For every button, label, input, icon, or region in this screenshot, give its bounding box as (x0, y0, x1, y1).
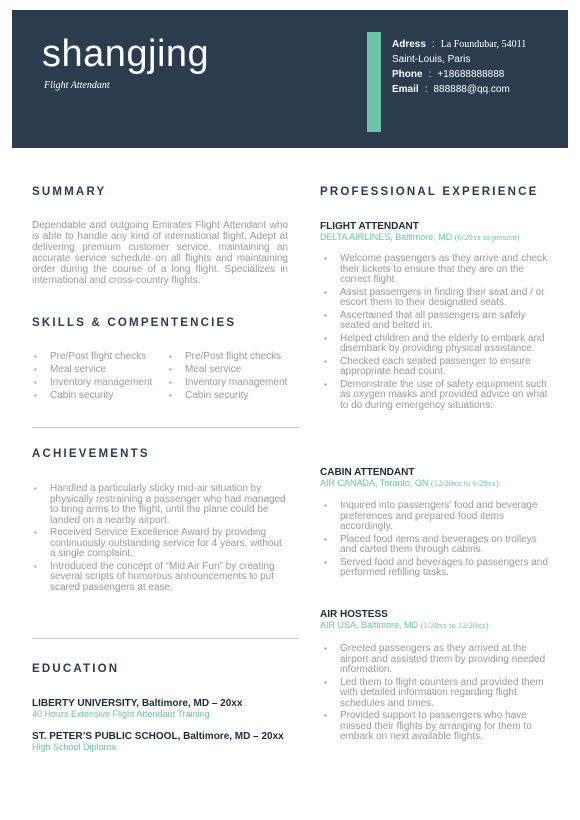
duty-item: ▪ Placed food items and beverages on trolleys and carted them through cabins. (322, 535, 548, 556)
skill-item: ▪ Meal service (32, 365, 167, 376)
phone-label: Phone (392, 69, 423, 80)
candidate-name: shangjing (42, 33, 210, 75)
duty-item: ▪ Led them to flight counters and provided them with detailed information regarding flight schedules and times. (322, 678, 548, 710)
job-dates: (6/20xx to present) (454, 232, 520, 242)
experience-heading: PROFESSIONAL EXPERIENCE (320, 186, 539, 198)
address-value-2: Saint-Louis, Paris (392, 54, 471, 65)
achievement-item: ▪ Introduced the concept of “Mid Air Fun” by creating several scripts of humorous announcements to put scared passengers at ease. (32, 562, 288, 594)
duty-item: ▪ Demonstrate the use of safety equipment such as oxygen masks and provided advice on what to do during emergency situations. (322, 380, 548, 412)
achievement-item: ▪ Received Service Excellence Award by providing continuously outstanding service for 4 years, without a single complaint. (32, 528, 288, 560)
skills-list (32, 352, 302, 404)
job-company: AIR USA, Baltimore, MD (320, 620, 419, 630)
education-heading: EDUCATION (32, 663, 120, 675)
duty-item: ▪ Welcome passengers as they arrive and check their tickets to ensure that they are on the correct flight. (322, 254, 548, 286)
email-value: 888888@qq.com (433, 84, 510, 95)
summary-text: Dependable and outgoing Emirates Flight Attendant who is able to handle any kind of international flight. Adept at delivering premium customer service, maintaining an accurate service schedule on all flights and maintaining order during the course of a long flight. Specializes in international and cross-country flights. (32, 220, 288, 286)
address-row-2 (392, 52, 526, 67)
skill-item: ▪ Cabin security (32, 391, 167, 402)
duty-item: ▪ Served food and beverages to passengers and performed refilling tasks. (322, 558, 548, 579)
duty-item: ▪ Inquired into passengers’ food and beverage preferences and prepared food items accordingly. (322, 501, 548, 533)
phone-value: +18688888888 (437, 69, 505, 80)
skill-item: ▪ Cabin security (167, 391, 302, 402)
achievements-heading: ACHIEVEMENTS (32, 448, 150, 460)
summary-heading: SUMMARY (32, 186, 107, 198)
skills-heading: SKILLS & COMPENTENCIES (32, 317, 237, 329)
section-divider (32, 427, 299, 428)
email-row: Email : 888888@qq.com (392, 84, 510, 95)
skill-item: ▪ Inventory management (167, 378, 302, 389)
job-duties (322, 254, 548, 413)
job-duties (322, 501, 548, 581)
job-company-line (320, 232, 519, 242)
duty-item: ▪ Helped children and the elderly to embark and disembark by providing physical assistance. (322, 334, 548, 355)
address-row: Adress : La Foundubar, 54011 (392, 39, 527, 50)
accent-bar (367, 32, 381, 132)
phone-row: Phone : +18688888888 (392, 69, 505, 80)
skill-item: ▪ Pre/Post flight checks (167, 352, 302, 363)
skills-column-1 (32, 352, 167, 404)
education-school: ST. PETER’S PUBLIC SCHOOL, Baltimore, MD – 20xx (32, 731, 284, 742)
contact-block (392, 37, 526, 97)
education-detail: 40 Hours Extensive Flight Attendant Training (32, 709, 210, 719)
job-company-line (320, 620, 489, 630)
skill-item: ▪ Inventory management (32, 378, 167, 389)
achievement-item: ▪ Handled a particularly sticky mid-air situation by physically restraining a passenger who had managed to bring arms to the flight, until the plane could be landed on a nearby airport. (32, 484, 288, 526)
job-company: DELTA AIRLINES, Baltimore, MD (320, 232, 453, 242)
job-dates: (12/20xx to 6/20xx) (430, 478, 499, 488)
skills-column-2 (167, 352, 302, 404)
job-dates: (1/20xx to 12/20xx) (420, 620, 489, 630)
job-title: FLIGHT ATTENDANT (320, 221, 419, 232)
section-divider (32, 638, 299, 639)
education-detail: High School Diploma (32, 742, 117, 752)
address-label: Adress (392, 39, 426, 50)
job-company: AIR CANADA, Toronto, ON (320, 478, 429, 488)
email-label: Email (392, 84, 419, 95)
achievements-list (32, 484, 288, 595)
skill-item: ▪ Meal service (167, 365, 302, 376)
duty-item: ▪ Provided support to passengers who have missed their flights by arranging for them to embark on next available flights. (322, 711, 548, 743)
job-duties (322, 644, 548, 745)
resume-header (12, 10, 568, 148)
education-school: LIBERTY UNIVERSITY, Baltimore, MD – 20xx (32, 698, 243, 709)
duty-item: ▪ Checked each seated passenger to ensure appropriate head count. (322, 357, 548, 378)
job-company-line (320, 478, 499, 488)
duty-item: ▪ Ascertained that all passengers are safely seated and belted in. (322, 311, 548, 332)
skill-item: ▪ Pre/Post flight checks (32, 352, 167, 363)
duty-item: ▪ Greeted passengers as they arrived at the airport and assisted them by providing needed information. (322, 644, 548, 676)
job-title: CABIN ATTENDANT (320, 467, 415, 478)
job-title: AIR HOSTESS (320, 609, 388, 620)
address-value: La Foundubar, 54011 (440, 39, 527, 50)
duty-item: ▪ Assist passengers in finding their seat and / or escort them to their designated seats. (322, 288, 548, 309)
candidate-role: Flight Attendant (44, 80, 110, 91)
